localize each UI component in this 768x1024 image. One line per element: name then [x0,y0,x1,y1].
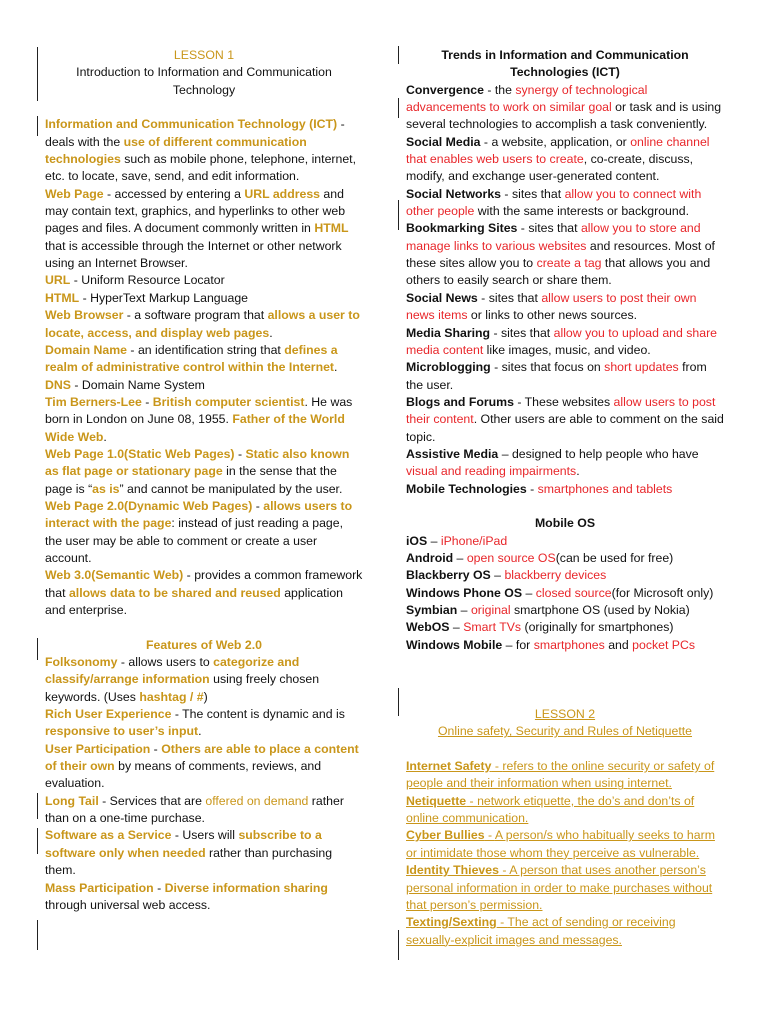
trend-social-networks: Social Networks - sites that allow you to connect with other people with the same interests or background. [406,186,702,219]
definition-ict: Information and Communication Technology (ICT) - deals with the use of different communication technologies such as mobile phone, telephone, internet, etc. to locate, save, send, and edit information. [45,117,357,184]
feature-long-tail: Long Tail - Services that are offered on demand rather than on a one-time purchase. [45,793,344,826]
trend-media-sharing: Media Sharing - sites that allow you to upload and share media content like images, music, and video. [406,325,718,357]
trends-heading: Trends in Information and Communication Technologies (ICT) [441,48,689,80]
definition-web-2: Web Page 2.0(Dynamic Web Pages) - allows users to interact with the page: instead of just reading a page, the user may be able to comment or create a user account. [45,498,353,565]
feature-mass-participation: Mass Participation - Diverse information sharing through universal web access. [45,880,328,912]
margin-bar [37,793,38,819]
definition-html: HTML - HyperText Markup Language [45,290,248,305]
os-webos: WebOS – Smart TVs (originally for smartphones) [406,620,674,635]
lesson2-label: LESSON 2 [534,707,596,722]
trend-social-media: Social Media - a website, application, or online channel that enables web users to create, co-create, discuss, modify, and exchange user-generated content. [406,134,710,184]
trend-convergence: Convergence - the synergy of technological advancements to work on similar goal or task and is using several technologies to accomplish a task conveniently. [406,82,722,132]
os-android: Android – open source OS(can be used for free) [406,550,674,565]
definition-dns: DNS - Domain Name System [45,377,205,392]
trend-bookmarking-sites: Bookmarking Sites - sites that allow you to store and manage links to various websites and resources. Most of these sites allow you to create a tag that allows you and others to easily search or share them. [406,221,715,288]
lesson2-texting-sexting: Texting/Sexting - The act of sending or receiving sexually-explicit images and messages. [406,915,676,947]
lesson1-label: LESSON 1 [173,48,235,62]
margin-bar [37,828,38,854]
definition-web-browser: Web Browser - a software program that allows a user to locate, access, and display web pages. [45,308,360,340]
definition-tim-berners-lee: Tim Berners-Lee - British computer scientist. He was born in London on June 08, 1955. Father of the World Wide Web. [45,394,353,444]
trend-assistive-media: Assistive Media – designed to help people who have visual and reading impairments. [406,446,699,479]
feature-software-as-a-service: Software as a Service - Users will subscribe to a software only when needed rather than purchasing them. [45,828,333,878]
margin-bar [398,200,399,230]
definition-domain-name: Domain Name - an identification string that defines a realm of administrative control within the Internet. [45,342,338,375]
definition-web-1: Web Page 1.0(Static Web Pages) - Static also known as flat page or stationary page in the sense that the page is “as is” and cannot be manipulated by the user. [45,446,350,496]
feature-folksonomy: Folksonomy - allows users to categorize and classify/arrange information using freely chosen keywords. (Uses hashtag / #) [45,655,320,704]
os-ios: iOS – iPhone/iPad [406,533,508,548]
margin-bar [37,47,38,101]
definition-web-page: Web Page - accessed by entering a URL address and may contain text, graphics, and hyperlinks to other web pages and files. A document commonly written in HTML that is accessible through the Internet or other network using an Internet Browser. [45,186,349,271]
os-windows-mobile: Windows Mobile – for smartphones and pocket PCs [406,637,696,652]
os-blackberry: Blackberry OS – blackberry devices [406,568,607,583]
trend-social-news: Social News - sites that allow users to post their own news items or links to other news sources. [406,290,697,323]
margin-bar [398,46,399,64]
feature-rich-user-experience: Rich User Experience - The content is dynamic and is responsive to user’s input. [45,707,345,739]
trend-microblogging: Microblogging - sites that focus on short updates from the user. [406,360,707,392]
lesson2-title: Online safety, Security and Rules of Netiquette [437,724,693,739]
margin-bar [37,116,38,136]
lesson2-internet-safety: Internet Safety - refers to the online security or safety of people and their information when using internet. [406,759,715,791]
lesson2-identity-thieves: Identity Thieves - A person that uses another person’s personal information in order to make purchases without that person’s permission. [406,863,713,912]
os-symbian: Symbian – original smartphone OS (used by Nokia) [406,603,690,617]
margin-bar [37,638,38,660]
definition-web-3: Web 3.0(Semantic Web) - provides a common framework that allows data to be shared and reused application and enterprise. [45,568,363,617]
lesson1-title: Introduction to Information and Communication Technology [76,65,332,97]
mobile-os-heading: Mobile OS [534,516,596,531]
features-heading: Features of Web 2.0 [146,637,262,652]
margin-bar [398,688,399,716]
os-windows-phone: Windows Phone OS – closed source(for Microsoft only) [406,585,714,600]
right-column [406,47,724,949]
lesson2-cyber-bullies: Cyber Bullies - A person/s who habitually seeks to harm or intimidate those whom they perceive as vulnerable. [406,828,715,860]
trend-blogs-and-forums: Blogs and Forums - These websites allow users to post their content. Other users are able to comment on the said topic. [406,394,724,444]
margin-bar [398,98,399,118]
lesson2-netiquette: Netiquette - network etiquette, the do’s and don’ts of online communication. [406,793,695,826]
left-column [45,47,363,914]
definition-url: URL - Uniform Resource Locator [45,273,225,288]
feature-user-participation: User Participation - Others are able to place a content of their own by means of comments, reviews, and evaluation. [45,741,359,791]
margin-bar [398,930,399,960]
margin-bar [37,920,38,950]
trend-mobile-technologies: Mobile Technologies - smartphones and tablets [406,481,673,496]
